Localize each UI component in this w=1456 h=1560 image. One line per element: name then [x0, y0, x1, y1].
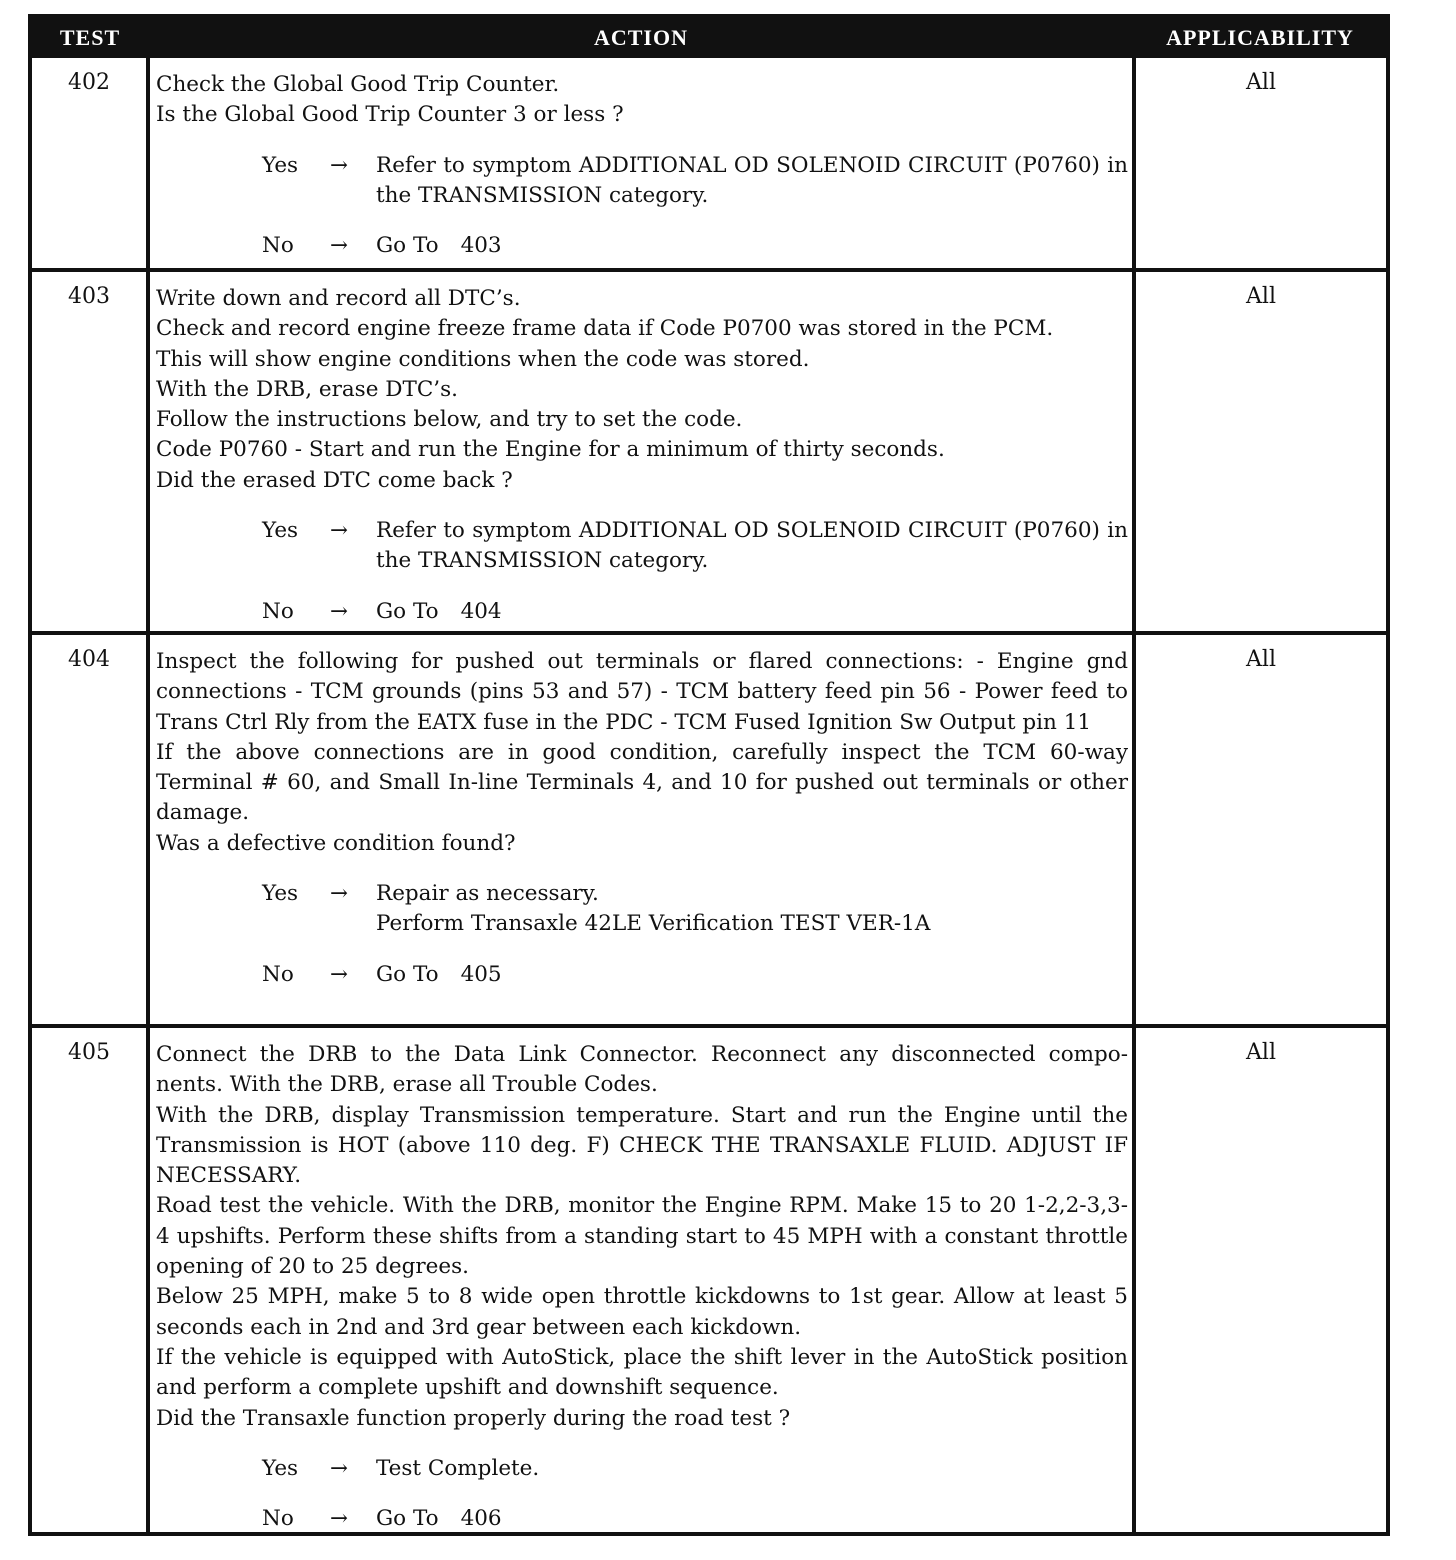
goto-target: 404	[460, 598, 502, 624]
test-number: 405	[68, 1040, 110, 1065]
arrow-icon: →	[330, 518, 349, 544]
yes-result-next: Perform Transaxle 42LE Verification TEST VER-1A	[376, 911, 931, 937]
action-text: If the vehicle is equipped with AutoStick, place the shift lever in the AutoStick position and perform a complete upshift and downshift sequence.	[156, 1344, 1128, 1401]
action-text: Did the Transaxle function properly during the road test ?	[156, 1405, 791, 1431]
table-row	[32, 272, 1386, 631]
action-text: Is the Global Good Trip Counter 3 or less ?	[156, 102, 624, 128]
action-cell	[156, 647, 1128, 990]
no-label: No	[262, 961, 294, 987]
goto-target: 406	[460, 1506, 502, 1532]
goto-target: 403	[460, 233, 502, 259]
yes-label: Yes	[262, 518, 299, 544]
header-action: ACTION	[593, 25, 688, 50]
action-text: With the DRB, display Transmission temperature. Start and run the Engine until the Transmission is HOT (above 110 deg. F) CHECK THE TRANSAXLE FLUID. ADJUST IF NECESSARY.	[156, 1102, 1128, 1189]
action-text: Was a defective condition found?	[156, 830, 516, 856]
action-text: Write down and record all DTC’s.	[156, 286, 521, 311]
goto-text: Go To	[376, 1506, 439, 1532]
action-text: Check and record engine freeze frame data if Code P0700 was stored in the PCM.	[156, 316, 1054, 342]
applicability-value: All	[1246, 1040, 1276, 1065]
action-text: This will show engine conditions when the code was stored.	[156, 346, 810, 372]
no-answer	[156, 1504, 1128, 1534]
goto-text: Go To	[376, 961, 439, 987]
yes-answer	[156, 879, 1128, 940]
arrow-icon: →	[330, 152, 349, 178]
arrow-icon: →	[330, 598, 349, 624]
yes-label: Yes	[262, 1455, 299, 1481]
arrow-icon: →	[330, 1455, 349, 1481]
test-number: 402	[68, 70, 110, 95]
action-text: Did the erased DTC come back ?	[156, 467, 513, 493]
arrow-icon: →	[330, 1506, 349, 1532]
yes-answer	[156, 516, 1128, 577]
no-answer	[156, 960, 1128, 990]
goto-target: 405	[460, 961, 502, 987]
action-text: Road test the vehicle. With the DRB, monitor the Engine RPM. Make 15 to 20 1-2,2-3,3-4 upshifts. Perform these shifts from a standing start to 45 MPH with a constant throttle opening of 20 to 25 degrees.	[156, 1193, 1128, 1280]
no-label: No	[262, 598, 294, 624]
applicability-value: All	[1246, 70, 1276, 95]
table-header	[32, 18, 1386, 58]
applicability-value: All	[1246, 647, 1276, 672]
action-text: Below 25 MPH, make 5 to 8 wide open throttle kickdowns to 1st gear. Allow at least 5 seconds each in 2nd and 3rd gear between each kickdown.	[156, 1284, 1128, 1340]
goto-text: Go To	[376, 233, 439, 259]
header-applicability: APPLICABILITY	[1166, 25, 1354, 50]
action-cell	[156, 70, 1128, 261]
no-answer	[156, 597, 1128, 627]
action-text: With the DRB, erase DTC’s.	[156, 376, 458, 402]
yes-answer	[156, 151, 1128, 212]
yes-result: Refer to symptom ADDITIONAL OD SOLENOID CIRCUIT (P0760) in the TRANSMISSION category.	[376, 152, 1128, 208]
no-answer	[156, 231, 1128, 261]
action-cell	[156, 284, 1128, 627]
action-text: Code P0760 - Start and run the Engine for a minimum of thirty seconds.	[156, 437, 945, 463]
test-number: 404	[68, 647, 110, 672]
no-label: No	[262, 1506, 294, 1532]
action-text: Inspect the following for pushed out terminals or flared connections: - Engine gnd connections - TCM grounds (pins 53 and 57) - TCM battery feed pin 56 - Power feed to Trans Ctrl Rly from the EATX fuse in the PDC - TCM Fused Ignition Sw Output pin 11	[156, 649, 1128, 735]
action-cell	[156, 1040, 1128, 1534]
table-row	[32, 635, 1386, 1024]
yes-answer	[156, 1454, 1128, 1484]
table-row	[32, 58, 1386, 268]
yes-label: Yes	[262, 152, 299, 178]
goto-text: Go To	[376, 598, 439, 624]
action-text: Follow the instructions below, and try to set the code.	[156, 407, 743, 433]
action-text: Check the Global Good Trip Counter.	[156, 72, 560, 97]
applicability-value: All	[1246, 284, 1276, 309]
yes-result: Repair as necessary.	[376, 881, 599, 907]
diagnostic-table	[28, 14, 1390, 1536]
arrow-icon: →	[330, 881, 349, 907]
header-test: TEST	[59, 25, 121, 50]
yes-result: Refer to symptom ADDITIONAL OD SOLENOID CIRCUIT (P0760) in the TRANSMISSION category.	[376, 518, 1128, 574]
arrow-icon: →	[330, 233, 349, 259]
no-label: No	[262, 233, 294, 259]
action-text: If the above connections are in good condition, carefully inspect the TCM 60-way Terminal # 60, and Small In-line Terminals 4, and 10 for pushed out terminals or other damage.	[156, 739, 1128, 826]
table-row	[32, 1028, 1386, 1532]
action-text: Connect the DRB to the Data Link Connector. Reconnect any disconnected compo- nents. With the DRB, erase all Trouble Codes.	[156, 1042, 1128, 1098]
yes-label: Yes	[262, 881, 299, 907]
arrow-icon: →	[330, 961, 349, 987]
yes-result: Test Complete.	[376, 1455, 540, 1481]
test-number: 403	[68, 284, 110, 309]
